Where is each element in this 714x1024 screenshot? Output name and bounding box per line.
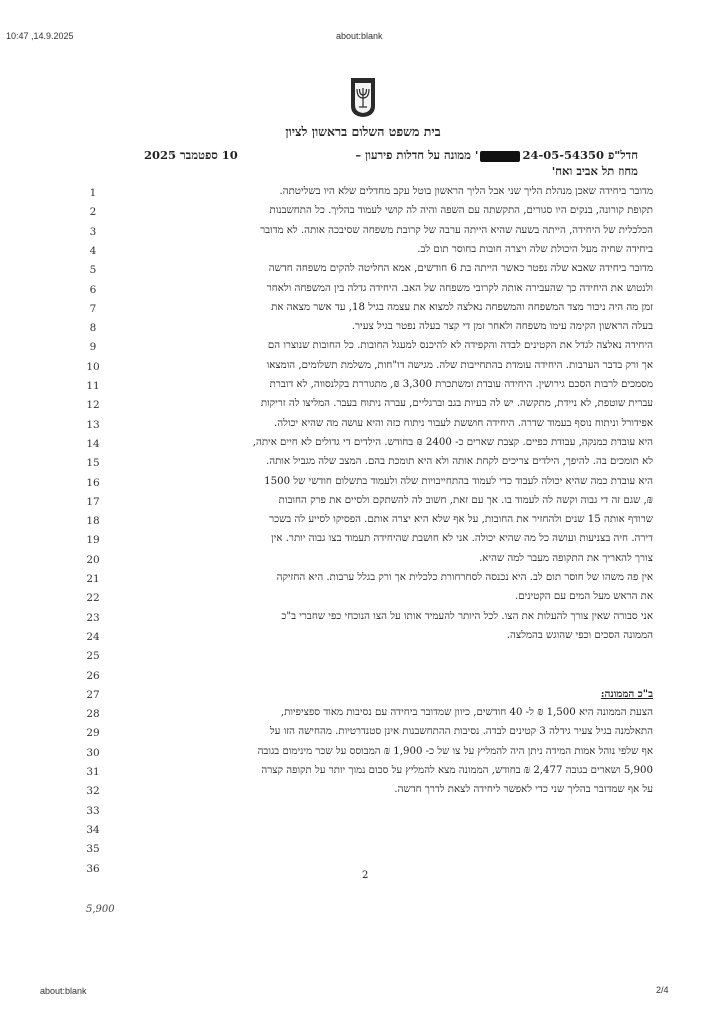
line-number: 21 [86,573,100,585]
line-number: 23 [86,611,100,624]
line-number: 34 [86,823,100,836]
line-number: 26 [86,669,100,682]
line-number: 4 [89,244,97,257]
line-number: 17 [86,495,100,508]
line-number: 19 [86,534,100,547]
line-number: 11 [86,380,100,392]
line-number: 29 [86,727,100,740]
line-number: 18 [86,515,100,528]
transcript-line: ב"כ הממונה: [600,687,653,700]
transcript-line: 5,900 ושארים בגובה 2,477 ₪ בחודש, הממונה מצא להמליץ על סכום נמוך יותר על תקופה קצרה [261,765,653,776]
transcript-line: שרודף אותה 15 שנים ולהחזיר את החובות, על אף שלא היא יצרה אותם. הפסיקו לסייע לה בשכר [269,514,653,526]
line-number: 15 [86,457,100,470]
transcript-line: הממונה הסכים וכפי שהוגש בהמלצה. [506,629,653,641]
line-number: 5 [89,264,97,277]
transcript-line: אף שלפי נוהל אמות המידה ניתן היה להמליץ על צו של כ- 1,900 ₪ המבוסס על שכר מינימום בגובה [257,745,653,757]
line-number: 30 [86,746,100,759]
transcript-line: בעלה הראשון הקימה עימו משפחה ולאחר זמן די קצר בעלה נפטר בגיל צעיר. [351,321,653,333]
transcript-line: ₪, שגם זה די גבוה וקשה לה לעמוד בו. אך עם זאת, חשוב לה להשתקם ולסיים את פרק החובות [278,494,653,506]
case-subline: מחוז תל אביב ואח' [551,164,638,178]
browser-page-count: 2/4 [656,985,669,995]
line-number: 16 [86,476,100,489]
line-number: 7 [89,302,97,315]
line-number: 20 [86,553,100,566]
transcript-line: ביחידה שחיה מעל היכולת שלה ויצרה חובות בחוסר תום לב. [417,243,653,255]
transcript-line: עברית שוטפת, לא ניידת, מתקשה. יש לה בעיות בגב וברגליים, עברה ניתוח בעבר. המליצו לה זריקות [260,398,653,410]
line-number: 12 [86,399,100,412]
transcript-line: תקופת קורונה, בנקים היו סגורים, התקשתה עם השפה והיה לה קושי לעמוד בהליך. כל התחשבנות [269,205,653,217]
case-parties: ' ממונה על חדלות פירעון – [355,148,479,162]
line-number: 9 [89,341,97,354]
transcript-line: מדובר ביחידה שאבא שלה נפטר כאשר הייתה בת 6 חודשים, אמא החליטה להקים משפחה חדשה [268,263,653,275]
line-number: 14 [86,437,100,450]
line-number: 2 [89,206,97,219]
line-number: 27 [86,688,100,701]
browser-title: about:blank [336,31,383,41]
transcript-line: התאלמנה בגיל צעיר גידלה 3 קטינים לבדה. נסיבות ההתחשבנות אינן סטנדרטיות. מהחישה הזו על [269,726,653,738]
court-name: בית משפט השלום בראשון לציון [285,124,441,139]
document-page [78,58,653,918]
browser-datetime: 10:47 ,14.9.2025 [6,31,74,41]
transcript-line: לא תומכים בה. להיפך, הילדים צריכים לקחת אותה ולא היא תומכת בהם. המצב שלה מגביל אותה. [265,456,653,468]
transcript-line: היא עובדת כמה שהיא יכולה לעבוד כדי לעמוד בהתחייבויות שלה ולעמוד בתשלום חודשי של 1500 [264,475,653,487]
transcript-line: זמן מה היה ניכור מצד המשפחה והמשפחה נאלצה למצוא את עצמה בגיל 18, עד אשר מצאה את [271,301,653,313]
transcript-line: מסמכים לרבות הסכם גירושין. היחידה עובדת ומשתכרת 3,300 ₪, מתגוררת בקלנסווה, לא דוברת [269,379,653,390]
line-number: 32 [86,785,100,798]
line-number: 8 [89,322,97,335]
transcript-line: אני סבורה שאין צורך להעלות את הצו. לכל היותר להעמיד אותו על הצו הנוכחי כפי שחברי ב"כ [281,610,653,622]
line-number: 25 [86,650,100,663]
state-emblem-icon [348,76,378,118]
transcript-line: היחידה נאלצה לגדל את הקטינים לבדה והקפידה לא להיכנס למעגל החובות. כל החובות שנוצרו הם [267,340,653,352]
transcript-line: את הראש מעל המים עם הקטינים. [514,591,653,603]
line-number: 31 [86,766,100,778]
transcript-line: דירה. חיה בצניעות ועושה כל מה שהיא יכולה. אני לא חושבת שהיחידה תעמוד בצו גבוה יותר. אין [271,533,653,545]
line-number: 24 [86,630,100,643]
transcript-line: אין פה משהו של חוסר תום לב. היא נכנסה לסחרחורת כלכלית אך ורק בגלל ערבות. היא החזיקה [276,572,653,583]
transcript-line: היא עובדת כמנקה, עבודת כפיים. קצבת שארים כ- 2400 ₪ בחודש. הילדים די גדולים לא חיים איתה, [252,436,653,448]
transcript-line: אפידורל וניתוח נוסף בעמוד שדרה. היחידה חוששת לעבור ניתוח כזה והיא עושה מה שהיא יכולה. [273,417,653,429]
line-number: 6 [89,283,97,296]
line-number: 28 [86,708,100,721]
handwritten-mark: 5,900 [86,904,115,915]
line-number: 13 [86,418,100,431]
transcript-line: ולנטוש את היחידה כך שהעבירה אותה לקרובי משפחה של האב. היחידה גדלה בין המשפחה ולאחר [266,282,653,294]
transcript-line: הכלכלית של היחידה, הייתה בשעה שהיא הייתה ערבה של קרובת משפחה שסיבכה אותה. לא מדובר [260,224,653,236]
line-number: 22 [86,592,100,605]
case-caption [168,148,638,162]
line-number: 36 [86,862,100,875]
browser-footer-url: about:blank [40,986,87,996]
transcript-line: על אף שמדובר בהליך שני כדי לאפשר ליחידה לצאת לדרך חדשה. [394,784,653,796]
transcript-line: אך ורק בדבר הערבות. היחידה עומדת בהתחייבות שלה. מגישה דו"חות, משלמת תשלומים, הומצאו [266,359,653,371]
hearing-date: 10 ספטמבר 2025 [144,148,238,162]
case-number: חדל"פ 24-05-54350 [522,148,638,162]
line-number: 3 [89,225,97,238]
redacted-name [480,151,520,162]
line-number: 33 [86,804,100,817]
line-number: 1 [89,187,97,199]
line-number: 35 [86,843,100,856]
line-number: 10 [86,360,100,373]
page-number: 2 [362,870,369,881]
transcript-line: מדובר ביחידה שאכן מנהלת הליך שני אבל הליך הראשון בוטל עקב מחדלים שלא היו בשליטתה. [279,186,653,197]
transcript-line: הצעת הממונה היא 1,500 ₪ ל- 40 חודשים, כיוון שמדובר ביחידה עם נסיבות מאוד ספציפיות, [280,707,653,719]
transcript-line: צורך להאריך את התקופה מעבר למה שהיא. [479,552,653,564]
